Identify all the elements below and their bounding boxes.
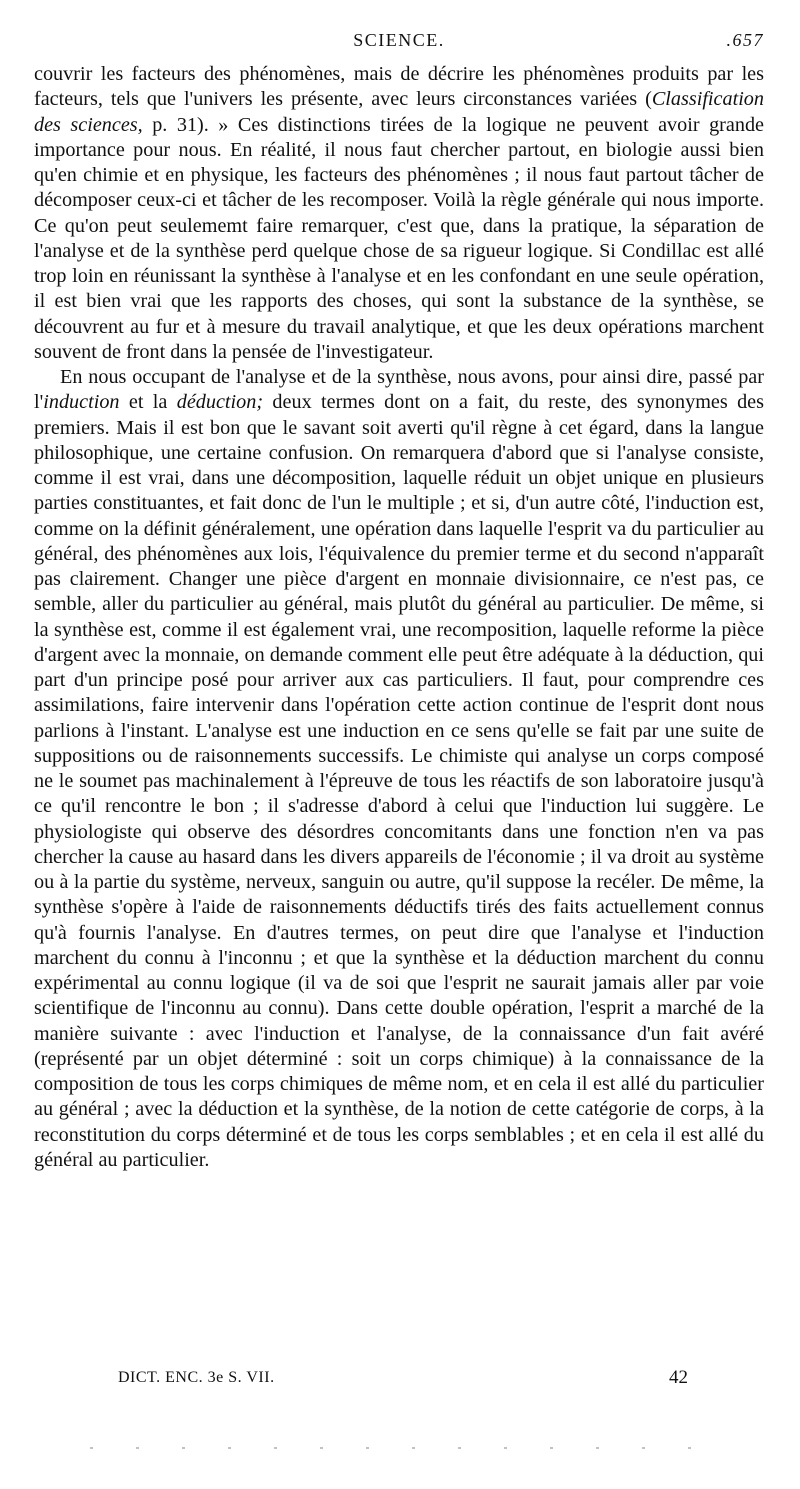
text-run: et la: [119, 391, 177, 414]
text-run: couvrir les facteurs des phénomènes, mais de décrire les phénomènes produits par les facteurs, tels que l'univers les présente, avec leurs circonstances variées (: [34, 63, 764, 111]
text-run: p. 31). » Ces distinctions tirées de la logique ne peuvent avoir grande importance pour nous. En réalité, il nous faut chercher partout, en biologie aussi bien qu'en chimie et en physique, les facteurs des phénomènes ; il nous faut partout tâcher de décomposer ceux-ci et tâcher de les recomposer. Voilà la règle générale qui nous importe. Ce qu'on peut seulememt faire remarquer, c'est que, dans la pratique, la séparation de l'analyse et de la synthèse perd quelque chose de sa rigueur logique. Si Condillac est allé trop loin en réunissant la synthèse à l'analyse et en les confondant en une seule opération, il est bien vrai que les rapports des choses, qui sont la substance de la synthèse, se découvrent au fur et à mesure du travail analytique, et que les deux opérations marchent souvent de front dans la pensée de l'investigateur.: [34, 113, 764, 363]
page-number: .657: [726, 30, 764, 50]
article-body: [34, 62, 764, 1173]
paragraph-2: [34, 365, 764, 1173]
footer: [118, 1369, 688, 1393]
running-head: [34, 30, 764, 56]
scan-speckle: [90, 1447, 710, 1449]
italic-term-induction: induction: [43, 391, 120, 414]
running-title: SCIENCE.: [353, 30, 445, 50]
signature-mark: DICT. ENC. 3e S. VII.: [118, 1369, 275, 1386]
text-run: deux termes dont on a fait, du reste, des synonymes des premiers. Mais il est bon que le savant soit averti qu'il règne à cet égard, dans la langue philosophique, une certaine confusion. On remarquera d'abord que si l'analyse consiste, comme il est vrai, dans une décomposition, laquelle réduit un objet unique en plusieurs parties constituantes, et fait donc de l'un le multiple ; et si, d'un autre côté, l'induction est, comme on la définit généralement, une opération dans laquelle l'esprit va du particulier au général, des phénomènes aux lois, l'équivalence du premier terme et du second n'apparaît pas clairement. Changer une pièce d'argent en monnaie divisionnaire, ce n'est pas, ce semble, aller du particulier au général, mais plutôt du général au particulier. De même, si la synthèse est, comme il est également vrai, une recomposition, laquelle reforme la pièce d'argent avec la monnaie, on demande comment elle peut être adéquate à la déduction, qui part d'un principe posé pour arriver aux cas particuliers. Il faut, pour comprendre ces assimilations, faire intervenir dans l'opération cette action continue de l'esprit dont nous parlions à l'instant. L'analyse est une induction en ce sens qu'elle se fait par une suite de suppositions ou de raisonnements successifs. Le chimiste qui analyse un corps composé ne le soumet pas machinalement à l'épreuve de tous les réactifs de son laboratoire jusqu'à ce qu'il rencontre le bon ; il s'adresse d'abord à celui que l'induction lui suggère. Le physiologiste qui observe des désordres concomitants dans une fonction n'en va pas chercher la cause au hasard dans les divers appareils de l'économie ; il va droit au système ou à la partie du système, nerveux, sanguin ou autre, qu'il suppose la recéler. De même, la synthèse s'opère à l'aide de raisonnements déductifs tirés des faits actuellement connus qu'à fournis l'analyse. En d'autres termes, on peut dire que l'analyse et l'induction marchent du connu à l'inconnu ; et que la synthèse et la déduction marchent du connu expérimental au connu logique (il va de soi que l'esprit ne saurait jamais aller par voie scientifique de l'inconnu au connu). Dans cette double opération, l'esprit a marché de la manière suivante : avec l'induction et l'analyse, de la connaissance d'un fait avéré (représenté par un objet déterminé : soit un corps chimique) à la connaissance de la composition de tous les corps chimiques de même nom, et en cela il est allé du particulier au général ; avec la déduction et la synthèse, de la notion de cette catégorie de corps, à la reconstitution du corps déterminé et de tous les corps semblables ; et en cela il est allé du général au particulier.: [34, 391, 764, 1171]
paragraph-1: [34, 62, 764, 365]
italic-term-deduction: déduction;: [176, 391, 264, 414]
signature-number: 42: [669, 1367, 688, 1388]
italic-citation: Classification des sciences,: [34, 88, 764, 136]
text-run: En nous occupant de l'analyse et de la synthèse, nous avons, pour ainsi dire, passé par l': [34, 366, 764, 414]
